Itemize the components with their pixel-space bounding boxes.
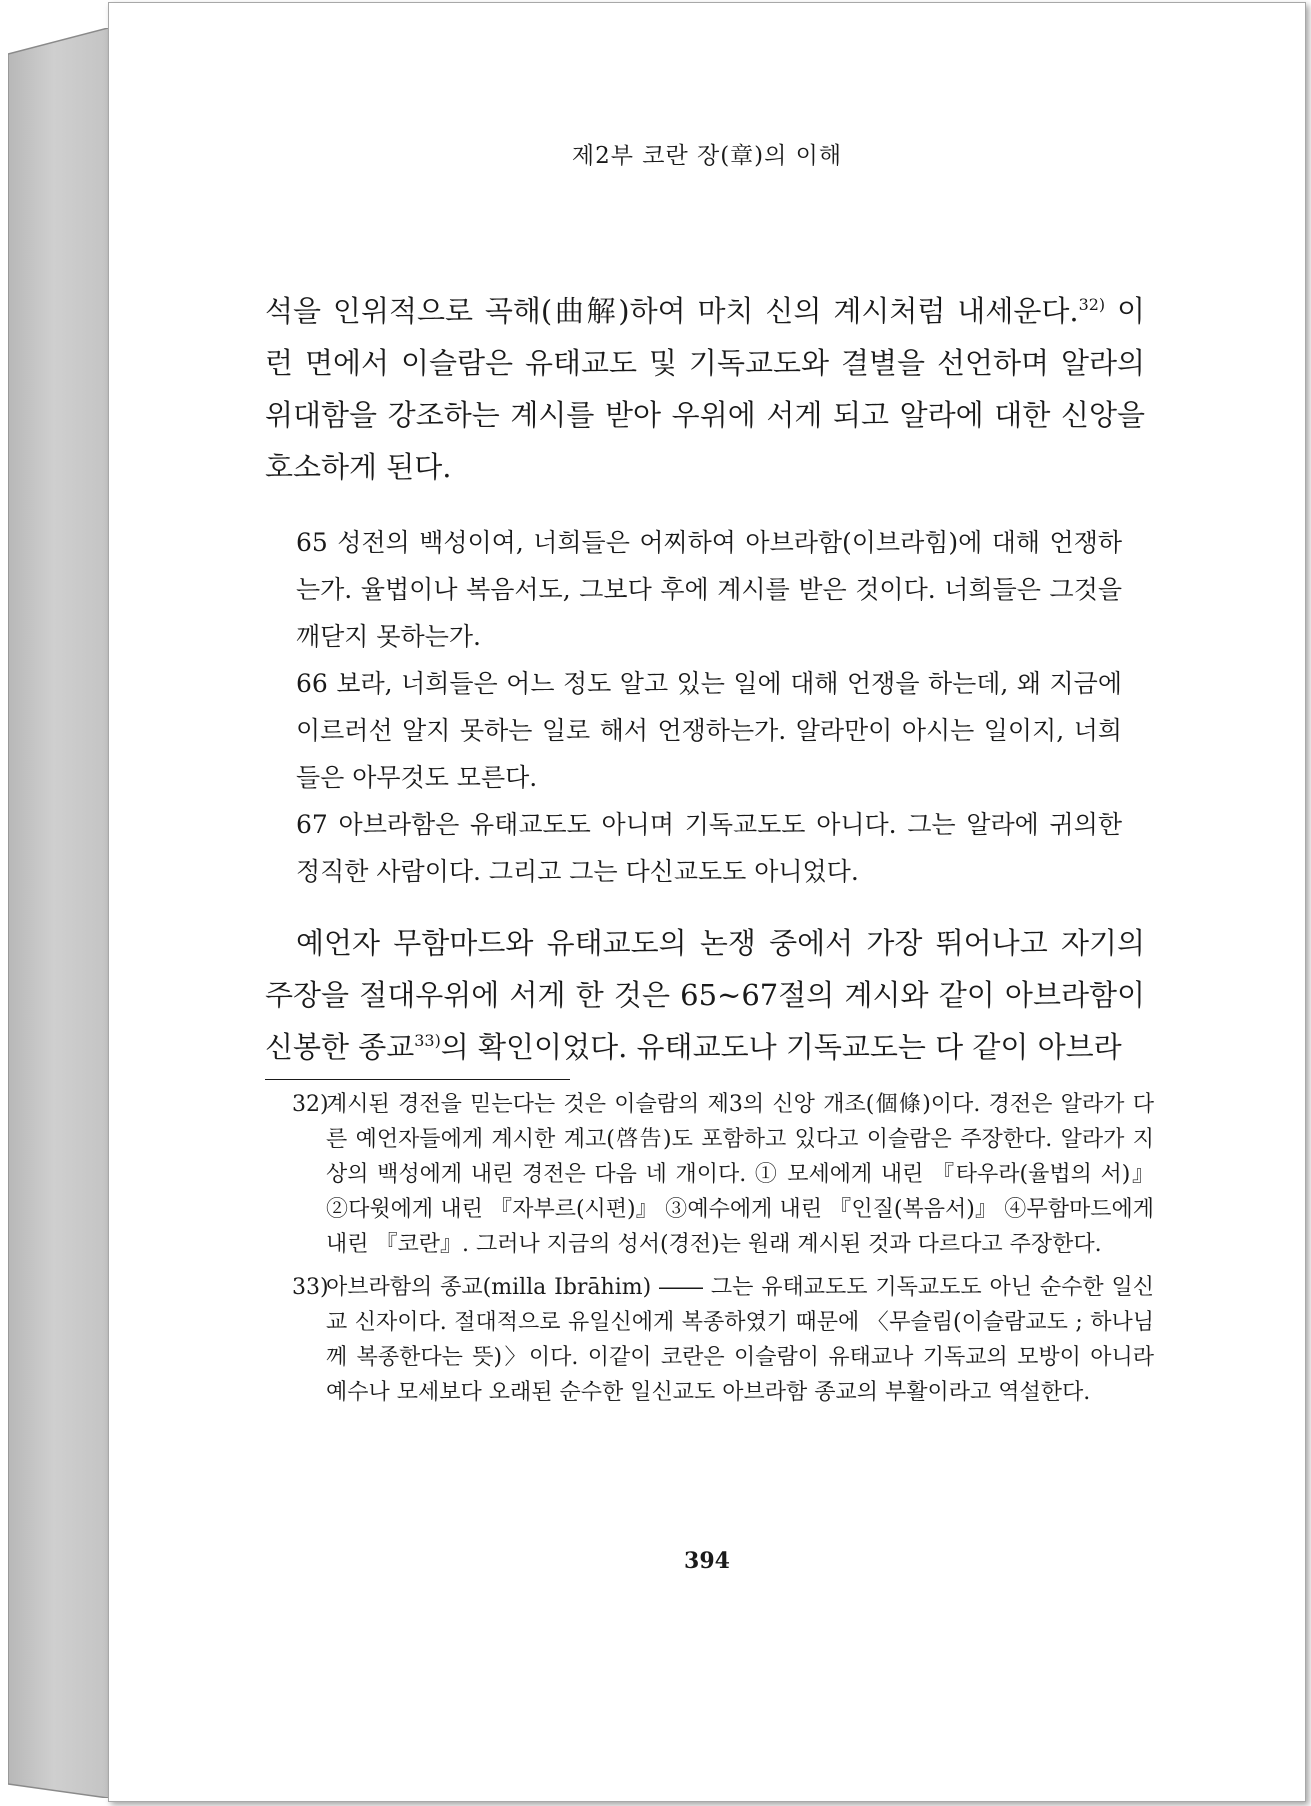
footnote-ref-32: 32)	[1078, 294, 1106, 314]
footnote-rule	[265, 1079, 570, 1080]
book-spine	[8, 28, 109, 1798]
paragraph-1-text-after: 이런 면에서 이슬람은 유태교도 및 기독교도와 결별을 선언하며 알라의 위대함을 강조하는 계시를 받아 우위에 서게 되고 알라에 대한 신앙을 호소하게 된다.	[265, 294, 1146, 484]
page-number: 394	[684, 1548, 730, 1574]
paragraph-2-text-after: 의 확인이었다. 유태교도나 기독교도는 다 같이 아브라	[440, 1030, 1122, 1064]
paragraph-1-text: 석을 인위적으로 곡해(曲解)하여 마치 신의 계시처럼 내세운다.	[265, 294, 1079, 328]
footnote-number: 33)	[292, 1275, 329, 1300]
verse-65: 65 성전의 백성이여, 너희들은 어찌하여 아브라함(이브라힘)에 대해 언쟁하는가. 율법이나 복음서도, 그보다 후에 계시를 받은 것이다. 너희들은 그것을 깨닫지 못하는가.	[296, 528, 1122, 651]
body-paragraph-2	[265, 917, 1145, 1073]
footnotes	[292, 1087, 1154, 1410]
footnote-number: 32)	[292, 1092, 329, 1117]
footnote-ref-33: 33)	[414, 1030, 441, 1050]
verse-quote-block	[296, 519, 1122, 895]
book-page	[108, 2, 1306, 1802]
body-paragraph-1	[265, 285, 1145, 493]
running-head: 제2부 코란 장(章)의 이해	[571, 143, 843, 169]
footnote-33	[292, 1270, 1154, 1410]
footnote-text: 계시된 경전을 믿는다는 것은 이슬람의 제3의 신앙 개조(個條)이다. 경전은 알라가 다른 예언자들에게 계시한 계고(啓告)도 포함하고 있다고 이슬람은 주장한다. 알라가 지상의 백성에게 내린 경전은 다음 네 개이다. ① 모세에게 내린 『타우라(율법의 서)』 ②다윗에게 내린 『자부르(시편)』 ③예수에게 내린 『인질(복음서)』 ④무함마드에게 내린 『코란』. 그러나 지금의 성서(경전)는 원래 계시된 것과 다르다고 주장한다.	[326, 1092, 1154, 1257]
footnote-text: 아브라함의 종교(milla Ibrāhim) ―― 그는 유태교도도 기독교도도 아닌 순수한 일신교 신자이다. 절대적으로 유일신에게 복종하였기 때문에 〈무슬림(이슬람교도 ; 하나님께 복종한다는 뜻)〉이다. 이같이 코란은 이슬람이 유태교나 기독교의 모방이 아니라 예수나 모세보다 오래된 순수한 일신교도 아브라함 종교의 부활이라고 역설한다.	[326, 1275, 1154, 1405]
verse-67: 67 아브라함은 유태교도도 아니며 기독교도도 아니다. 그는 알라에 귀의한 정직한 사람이다. 그리고 그는 다신교도도 아니었다.	[296, 810, 1122, 886]
verse-66: 66 보라, 너희들은 어느 정도 알고 있는 일에 대해 언쟁을 하는데, 왜 지금에 이르러선 알지 못하는 일로 해서 언쟁하는가. 알라만이 아시는 일이지, 너희들은 아무것도 모른다.	[296, 669, 1122, 792]
paragraph-2-text: 예언자 무함마드와 유태교도의 논쟁 중에서 가장 뛰어나고 자기의 주장을 절대우위에 서게 한 것은 65~67절의 계시와 같이 아브라함이 신봉한 종교	[265, 926, 1145, 1064]
footnote-32	[292, 1087, 1154, 1262]
